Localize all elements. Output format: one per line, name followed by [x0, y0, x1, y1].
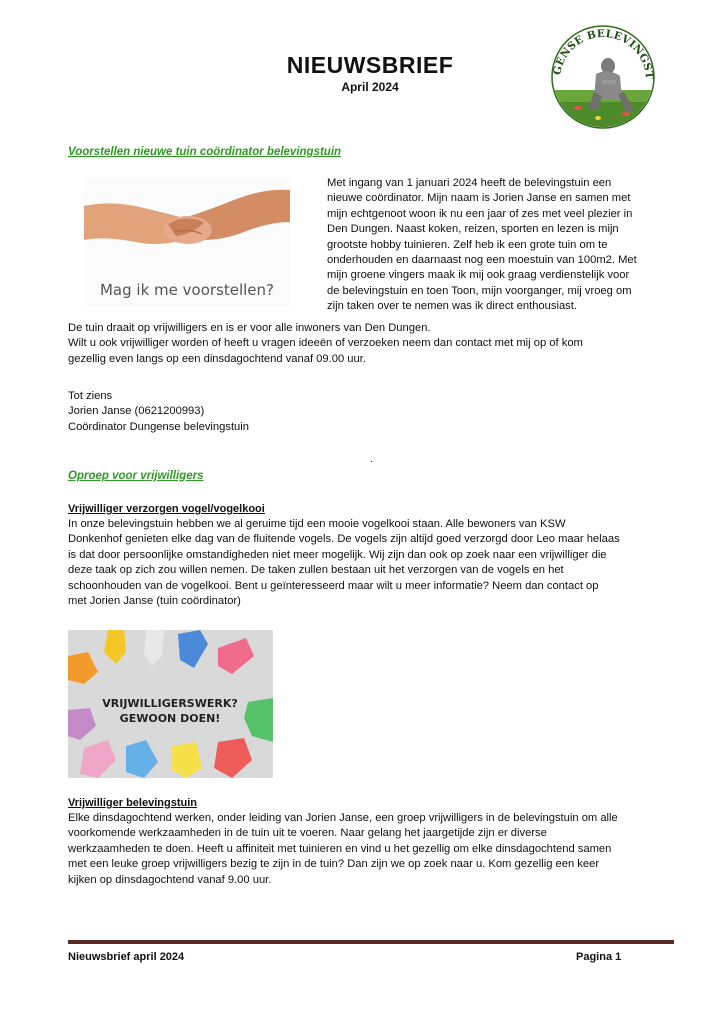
- text-line: Elke dinsdagochtend werken, onder leiding van Jorien Janse, een groep vrijwilligers in de belevingstuin om alle: [68, 812, 618, 824]
- text-line: werkzaamheden te doen. Heeft u affiniteit met tuinieren en vind u het gezellig om elke dinsdagochtend samen: [68, 842, 612, 855]
- text-line: deze taak op zich zou willen nemen. De taken zullen bestaan uit het verzorgen van de vogels en het: [68, 564, 564, 577]
- garden-volunteer-paragraph: [68, 811, 708, 888]
- handshake-image: [84, 178, 290, 306]
- volunteer-work-image: [68, 630, 273, 778]
- bird-care-paragraph: [68, 517, 708, 609]
- newsletter-title: NIEUWSBRIEF: [286, 52, 454, 78]
- signoff-name: Jorien Janse (0621200993): [68, 405, 205, 418]
- belevingstuin-logo: [548, 22, 658, 132]
- text-line: met een leuke groep vrijwilligers bezig te zijn in de tuin? Dan zijn we op zoek naar u. Kom gezellig een keer: [68, 858, 600, 871]
- text-line: mijn groene vingers maak ik mij ook graag verdienstelijk voor: [327, 269, 630, 282]
- text-line: onderhouden en daarnaast nog een moestuin van 100m2. Met: [327, 254, 637, 267]
- text-line: met Jorien Janse (tuin coördinator): [68, 595, 241, 608]
- logo-text: GENSE BELEVINGST: [551, 27, 656, 81]
- footer-left: Nieuwsbrief april 2024: [68, 951, 185, 963]
- signoff-greeting: Tot ziens: [68, 390, 113, 402]
- text-line: nieuwe coördinator. Mijn naam is Jorien Janse en samen met: [327, 192, 631, 205]
- text-line: Met ingang van 1 januari 2024 heeft de belevingstuin een: [327, 177, 612, 189]
- text-line: Donkenhof genieten elke dag van de fluitende vogels. De vogels zijn altijd goed verzorgd door Leo maar helaas: [68, 533, 620, 546]
- newsletter-date: April 2024: [341, 80, 399, 94]
- text-line: is dat door persoonlijke omstandigheden niet meer mogelijk. Wij zijn dan ook op zoek naar een vrijwilliger die: [68, 548, 607, 561]
- text-line: gezellig even langs op een dinsdagochtend vanaf 09.00 uur.: [68, 352, 366, 365]
- volunteer-image-text-2: GEWOON DOEN!: [119, 712, 221, 725]
- section-heading-volunteers: Oproep voor vrijwilligers: [68, 470, 204, 482]
- body-paragraph: [68, 321, 708, 367]
- text-line: voorkomende werkzaamheden in de tuin uit te voeren. Naar gelang het jaargetijde zijn er diverse: [68, 827, 547, 840]
- intro-paragraph: [327, 176, 672, 315]
- section-heading-coordinator: Voorstellen nieuwe tuin coördinator belevingstuin: [68, 146, 342, 158]
- text-line: kijken op dinsdagochtend vanaf 9.00 uur.: [68, 873, 272, 886]
- text-line: De tuin draait op vrijwilligers en is er voor alle inwoners van Den Dungen.: [68, 322, 431, 334]
- text-line: de belevingstuin en toen Toon, mijn voorganger, mij vroeg om: [327, 284, 632, 297]
- text-line: schoonhouden van de vogelkooi. Bent u geïnteresseerd maar wilt u meer informatie? Neem dan contact op: [68, 579, 599, 592]
- stray-dot: .: [370, 454, 373, 465]
- footer-divider: [68, 940, 674, 944]
- page-number: Pagina 1: [576, 951, 622, 963]
- text-line: Wilt u ook vrijwilliger worden of heeft u vragen ideeën of verzoeken neem dan contact met mij op of kom: [68, 337, 583, 350]
- volunteer-image-text-1: VRIJWILLIGERSWERK?: [102, 697, 238, 710]
- text-line: zijn taken over te nemen was ik direct enthousiast.: [327, 300, 577, 313]
- text-line: In onze belevingstuin hebben we al geruime tijd een mooie vogelkooi staan. Alle bewoners van KSW: [68, 518, 566, 530]
- signoff-role: Coördinator Dungense belevingstuin: [68, 420, 249, 433]
- signoff: [68, 389, 468, 435]
- text-line: Den Dungen. Naast koken, reizen, sporten en lezen is mijn: [327, 223, 619, 236]
- subheading-bird-care: Vrijwilliger verzorgen vogel/vogelkooi: [68, 503, 265, 515]
- subheading-garden-volunteer: Vrijwilliger belevingstuin: [68, 797, 197, 809]
- handshake-caption: Mag ik me voorstellen?: [99, 281, 275, 299]
- text-line: grootste hobby tuinieren. Zelf heb ik een grote tuin om te: [327, 238, 608, 251]
- text-line: mijn echtgenoot woon ik nu een jaar of zes met veel plezier in: [327, 207, 633, 220]
